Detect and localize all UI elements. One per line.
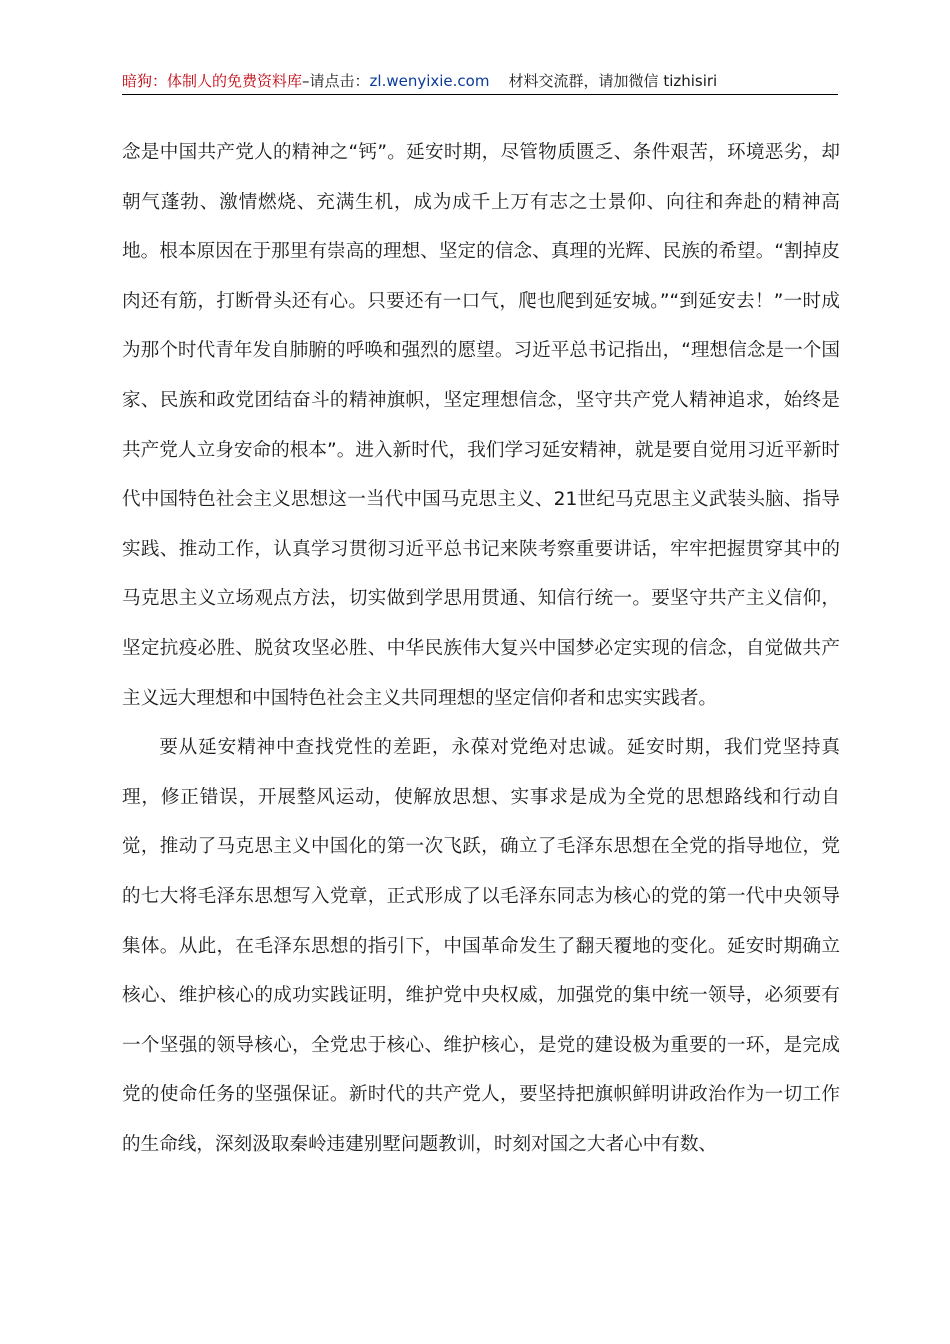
header-brand[interactable]: 暗狗：体制人的免费资料库 xyxy=(122,72,303,90)
paragraph-continued: 念是中国共产党人的精神之“钙”。延安时期，尽管物质匮乏、条件艰苦，环境恶劣，却朝气蓬勃、激情燃烧、充满生机，成为成千上万有志之士景仰、向往和奔赴的精神高地。根本原因在于那里有崇高的理想、坚定的信念、真理的光辉、民族的希望。“割掉皮肉还有筋，打断骨头还有心。只要还有一口气，爬也爬到延安城。”“到延安去！”一时成为那个时代青年发自肺腑的呼唤和强烈的愿望。习近平总书记指出，“理想信念是一个国家、民族和政党团结奋斗的精神旗帜，坚定理想信念，坚守共产党人精神追求，始终是共产党人立身安命的根本”。进入新时代，我们学习延安精神，就是要自觉用习近平新时代中国特色社会主义思想这一当代中国马克思主义、21世纪马克思主义武装头脑、指导实践、推动工作，认真学习贯彻习近平总书记来陕考察重要讲话，牢牢把握贯穿其中的马克思主义立场观点方法，切实做到学思用贯通、知信行统一。要坚守共产主义信仰，坚定抗疫必胜、脱贫攻坚必胜、中华民族伟大复兴中国梦必定实现的信念，自觉做共产主义远大理想和中国特色社会主义共同理想的坚定信仰者和忠实实践者。 xyxy=(122,142,840,709)
header-wechat: 材料交流群，请加微信 tizhisiri xyxy=(508,72,718,90)
document-body xyxy=(122,128,840,1169)
header-separator: –请点击： xyxy=(302,72,370,90)
header-link[interactable]: zl.wenyixie.com xyxy=(369,72,490,90)
paragraph-party-loyalty: 要从延安精神中查找党性的差距，永葆对党绝对忠诚。延安时期，我们党坚持真理，修正错误，开展整风运动，使解放思想、实事求是成为全党的思想路线和行动自觉，推动了马克思主义中国化的第一次飞跃，确立了毛泽东思想在全党的指导地位，党的七大将毛泽东思想写入党章，正式形成了以毛泽东同志为核心的党的第一代中央领导集体。从此，在毛泽东思想的指引下，中国革命发生了翻天覆地的变化。延安时期确立核心、维护核心的成功实践证明，维护党中央权威，加强党的集中统一领导，必须要有一个坚强的领导核心，全党忠于核心、维护核心，是党的建设极为重要的一环，是完成党的使命任务的坚强保证。新时代的共产党人，要坚持把旗帜鲜明讲政治作为一切工作的生命线，深刻汲取秦岭违建别墅问题教训，时刻对国之大者心中有数、 xyxy=(122,737,840,1155)
page-header xyxy=(122,70,838,95)
